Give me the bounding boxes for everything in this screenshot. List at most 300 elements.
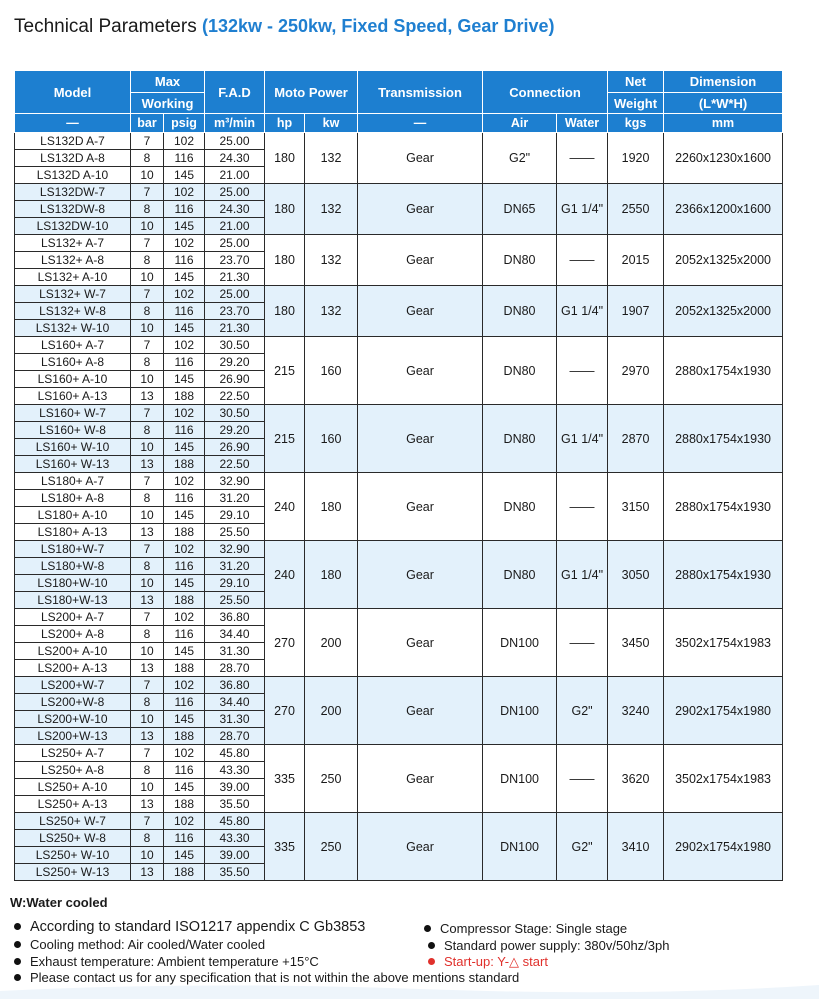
cell-psig: 188	[164, 864, 205, 881]
cell-bar: 10	[131, 167, 164, 184]
cell-fad: 25.50	[205, 592, 265, 609]
cell-bar: 7	[131, 677, 164, 694]
cell-psig: 116	[164, 150, 205, 167]
cell-fad: 34.40	[205, 626, 265, 643]
cell-model: LS132DW-10	[15, 218, 131, 235]
cell-model: LS200+W-13	[15, 728, 131, 745]
cell-bar: 7	[131, 133, 164, 150]
bullet-icon	[14, 958, 21, 965]
cell-air: DN80	[483, 405, 557, 473]
cell-fad: 35.50	[205, 796, 265, 813]
table-row	[15, 813, 783, 830]
cell-bar: 7	[131, 184, 164, 201]
cell-bar: 13	[131, 388, 164, 405]
cell-bar: 8	[131, 830, 164, 847]
cell-transmission: Gear	[358, 405, 483, 473]
cell-fad: 31.30	[205, 711, 265, 728]
cell-transmission: Gear	[358, 813, 483, 881]
cell-bar: 10	[131, 779, 164, 796]
cell-model: LS180+W-7	[15, 541, 131, 558]
table-row	[15, 184, 783, 201]
cell-model: LS200+ A-13	[15, 660, 131, 677]
cell-air: DN100	[483, 677, 557, 745]
cell-bar: 8	[131, 422, 164, 439]
cell-kw: 180	[305, 473, 358, 541]
bullet-icon	[424, 925, 431, 932]
cell-model: LS180+W-8	[15, 558, 131, 575]
cell-air: DN80	[483, 286, 557, 337]
cell-model: LS132+ W-8	[15, 303, 131, 320]
cell-fad: 22.50	[205, 456, 265, 473]
cell-fad: 36.80	[205, 609, 265, 626]
cell-air: G2"	[483, 133, 557, 184]
cell-model: LS180+ A-8	[15, 490, 131, 507]
cell-model: LS200+ A-7	[15, 609, 131, 626]
bullet-icon	[14, 923, 21, 930]
title-main: Technical Parameters	[14, 16, 202, 37]
cell-bar: 10	[131, 439, 164, 456]
cell-bar: 8	[131, 201, 164, 218]
cell-psig: 145	[164, 779, 205, 796]
cell-bar: 7	[131, 286, 164, 303]
cell-model: LS160+ A-10	[15, 371, 131, 388]
cell-bar: 7	[131, 541, 164, 558]
cell-weight: 2870	[608, 405, 664, 473]
cell-hp: 215	[265, 337, 305, 405]
cell-psig: 102	[164, 184, 205, 201]
unit-hp: hp	[265, 114, 305, 133]
cell-fad: 21.30	[205, 320, 265, 337]
header-transmission: Transmission	[358, 71, 483, 114]
cell-model: LS132DW-8	[15, 201, 131, 218]
cell-dimension: 2052x1325x2000	[664, 235, 783, 286]
table-row	[15, 235, 783, 252]
cell-bar: 10	[131, 371, 164, 388]
note-startup	[428, 954, 548, 970]
cell-model: LS132DW-7	[15, 184, 131, 201]
table-row	[15, 405, 783, 422]
cell-hp: 335	[265, 745, 305, 813]
technical-parameters-table	[14, 70, 783, 881]
table-row	[15, 286, 783, 303]
cell-psig: 116	[164, 303, 205, 320]
unit-model: —	[15, 114, 131, 133]
cell-kw: 160	[305, 405, 358, 473]
cell-model: LS250+ W-13	[15, 864, 131, 881]
cell-weight: 3410	[608, 813, 664, 881]
cell-kw: 132	[305, 184, 358, 235]
cell-fad: 24.30	[205, 150, 265, 167]
cell-psig: 145	[164, 643, 205, 660]
cell-fad: 22.50	[205, 388, 265, 405]
cell-model: LS180+ A-10	[15, 507, 131, 524]
cell-air: DN80	[483, 541, 557, 609]
cell-bar: 8	[131, 626, 164, 643]
cell-model: LS132D A-10	[15, 167, 131, 184]
cell-psig: 102	[164, 677, 205, 694]
cell-psig: 145	[164, 507, 205, 524]
cell-bar: 10	[131, 218, 164, 235]
cell-psig: 102	[164, 405, 205, 422]
cell-psig: 102	[164, 286, 205, 303]
cell-psig: 145	[164, 167, 205, 184]
cell-water: ——	[557, 745, 608, 813]
cell-fad: 34.40	[205, 694, 265, 711]
cell-psig: 102	[164, 337, 205, 354]
cell-air: DN80	[483, 235, 557, 286]
cell-transmission: Gear	[358, 235, 483, 286]
cell-air: DN80	[483, 337, 557, 405]
cell-weight: 2970	[608, 337, 664, 405]
cell-bar: 10	[131, 320, 164, 337]
cell-bar: 13	[131, 524, 164, 541]
unit-weight: kgs	[608, 114, 664, 133]
cell-kw: 132	[305, 133, 358, 184]
cell-fad: 39.00	[205, 847, 265, 864]
cell-psig: 188	[164, 796, 205, 813]
cell-kw: 200	[305, 677, 358, 745]
cell-dimension: 2052x1325x2000	[664, 286, 783, 337]
cell-weight: 3240	[608, 677, 664, 745]
cell-bar: 8	[131, 252, 164, 269]
cell-weight: 3620	[608, 745, 664, 813]
cell-hp: 215	[265, 405, 305, 473]
cell-dimension: 2366x1200x1600	[664, 184, 783, 235]
unit-psig: psig	[164, 114, 205, 133]
cell-transmission: Gear	[358, 609, 483, 677]
cell-model: LS180+ A-13	[15, 524, 131, 541]
red-bullet-icon	[428, 958, 435, 965]
cell-fad: 25.00	[205, 235, 265, 252]
table-row	[15, 133, 783, 150]
cell-weight: 2550	[608, 184, 664, 235]
cell-hp: 180	[265, 286, 305, 337]
cell-bar: 7	[131, 745, 164, 762]
cell-model: LS160+ A-7	[15, 337, 131, 354]
cell-model: LS200+ A-8	[15, 626, 131, 643]
cell-fad: 45.80	[205, 813, 265, 830]
cell-bar: 10	[131, 711, 164, 728]
cell-bar: 7	[131, 813, 164, 830]
cell-water: ——	[557, 337, 608, 405]
cell-psig: 116	[164, 830, 205, 847]
cell-fad: 23.70	[205, 303, 265, 320]
cell-fad: 28.70	[205, 660, 265, 677]
cell-bar: 13	[131, 456, 164, 473]
note-cooling-text: Cooling method: Air cooled/Water cooled	[30, 937, 266, 952]
cell-fad: 21.30	[205, 269, 265, 286]
cell-water: ——	[557, 235, 608, 286]
cell-model: LS132+ W-7	[15, 286, 131, 303]
cell-psig: 102	[164, 473, 205, 490]
cell-weight: 3050	[608, 541, 664, 609]
cell-fad: 30.50	[205, 337, 265, 354]
cell-psig: 188	[164, 524, 205, 541]
cell-psig: 145	[164, 371, 205, 388]
cell-model: LS250+ A-13	[15, 796, 131, 813]
header-dimension-2: (L*W*H)	[664, 93, 783, 114]
cell-weight: 1907	[608, 286, 664, 337]
cell-weight: 3150	[608, 473, 664, 541]
cell-fad: 36.80	[205, 677, 265, 694]
cell-fad: 39.00	[205, 779, 265, 796]
cell-model: LS180+W-13	[15, 592, 131, 609]
cell-kw: 132	[305, 286, 358, 337]
header-fad: F.A.D	[205, 71, 265, 114]
cell-transmission: Gear	[358, 541, 483, 609]
cell-dimension: 3502x1754x1983	[664, 609, 783, 677]
cell-psig: 188	[164, 660, 205, 677]
bullet-icon	[428, 942, 435, 949]
note-power	[428, 938, 670, 953]
cell-fad: 25.00	[205, 286, 265, 303]
note-power-text: Standard power supply: 380v/50hz/3ph	[444, 938, 670, 953]
cell-weight: 2015	[608, 235, 664, 286]
unit-transmission: —	[358, 114, 483, 133]
cell-model: LS250+ W-8	[15, 830, 131, 847]
cell-psig: 116	[164, 626, 205, 643]
cell-water: G2"	[557, 677, 608, 745]
cell-model: LS250+ A-10	[15, 779, 131, 796]
cell-fad: 25.00	[205, 133, 265, 150]
cell-model: LS250+ A-8	[15, 762, 131, 779]
cell-model: LS132+ A-8	[15, 252, 131, 269]
cell-bar: 13	[131, 728, 164, 745]
cell-fad: 29.10	[205, 575, 265, 592]
cell-psig: 145	[164, 711, 205, 728]
header-connection: Connection	[483, 71, 608, 114]
table-row	[15, 609, 783, 626]
cell-psig: 116	[164, 252, 205, 269]
cell-model: LS160+ W-10	[15, 439, 131, 456]
cell-model: LS160+ A-13	[15, 388, 131, 405]
cell-water: G1 1/4"	[557, 286, 608, 337]
cell-bar: 8	[131, 303, 164, 320]
cell-psig: 145	[164, 320, 205, 337]
cell-dimension: 2880x1754x1930	[664, 473, 783, 541]
cell-bar: 8	[131, 558, 164, 575]
note-stage-text: Compressor Stage: Single stage	[440, 921, 628, 936]
cell-kw: 250	[305, 813, 358, 881]
unit-dimension: mm	[664, 114, 783, 133]
cell-psig: 145	[164, 218, 205, 235]
cell-dimension: 2880x1754x1930	[664, 337, 783, 405]
cell-psig: 116	[164, 201, 205, 218]
cell-model: LS200+ A-10	[15, 643, 131, 660]
cell-fad: 30.50	[205, 405, 265, 422]
cell-water: G2"	[557, 813, 608, 881]
note-cooling	[14, 937, 265, 952]
cell-fad: 32.90	[205, 473, 265, 490]
cell-psig: 116	[164, 422, 205, 439]
cell-psig: 145	[164, 439, 205, 456]
header-max-working-1: Max	[131, 71, 205, 93]
cell-dimension: 2260x1230x1600	[664, 133, 783, 184]
cell-air: DN65	[483, 184, 557, 235]
cell-water: G1 1/4"	[557, 184, 608, 235]
cell-fad: 28.70	[205, 728, 265, 745]
cell-bar: 8	[131, 762, 164, 779]
cell-air: DN100	[483, 745, 557, 813]
cell-bar: 13	[131, 592, 164, 609]
table-body	[15, 133, 783, 881]
cell-model: LS160+ W-13	[15, 456, 131, 473]
cell-transmission: Gear	[358, 677, 483, 745]
cell-psig: 102	[164, 133, 205, 150]
cell-transmission: Gear	[358, 184, 483, 235]
cell-bar: 8	[131, 694, 164, 711]
cell-fad: 23.70	[205, 252, 265, 269]
table-row	[15, 337, 783, 354]
cell-transmission: Gear	[358, 337, 483, 405]
cell-fad: 32.90	[205, 541, 265, 558]
cell-model: LS200+W-7	[15, 677, 131, 694]
cell-fad: 31.20	[205, 558, 265, 575]
cell-psig: 188	[164, 592, 205, 609]
cell-fad: 43.30	[205, 762, 265, 779]
cell-model: LS160+ W-7	[15, 405, 131, 422]
cell-bar: 7	[131, 337, 164, 354]
cell-bar: 8	[131, 490, 164, 507]
header-model: Model	[15, 71, 131, 114]
cell-fad: 24.30	[205, 201, 265, 218]
cell-fad: 35.50	[205, 864, 265, 881]
cell-psig: 102	[164, 235, 205, 252]
cell-hp: 270	[265, 609, 305, 677]
table-row	[15, 745, 783, 762]
cell-psig: 145	[164, 847, 205, 864]
cell-water: ——	[557, 609, 608, 677]
cell-bar: 10	[131, 269, 164, 286]
cell-model: LS180+ A-7	[15, 473, 131, 490]
cell-fad: 21.00	[205, 167, 265, 184]
cell-model: LS180+W-10	[15, 575, 131, 592]
cell-bar: 10	[131, 507, 164, 524]
cell-model: LS250+ W-10	[15, 847, 131, 864]
header-max-working-2: Working	[131, 93, 205, 114]
cell-fad: 29.10	[205, 507, 265, 524]
title-subtitle: (132kw - 250kw, Fixed Speed, Gear Drive)	[201, 16, 555, 36]
cell-kw: 250	[305, 745, 358, 813]
cell-bar: 13	[131, 864, 164, 881]
cell-transmission: Gear	[358, 286, 483, 337]
cell-model: LS132D A-8	[15, 150, 131, 167]
cell-fad: 21.00	[205, 218, 265, 235]
cell-bar: 13	[131, 796, 164, 813]
cell-psig: 102	[164, 745, 205, 762]
cell-model: LS132+ A-10	[15, 269, 131, 286]
cell-dimension: 2902x1754x1980	[664, 813, 783, 881]
note-startup-text: Start-up: Y-△ start	[444, 954, 548, 969]
cell-transmission: Gear	[358, 745, 483, 813]
cell-psig: 116	[164, 490, 205, 507]
cell-kw: 180	[305, 541, 358, 609]
cell-bar: 10	[131, 643, 164, 660]
decorative-wave	[0, 977, 819, 999]
cell-bar: 10	[131, 575, 164, 592]
cell-air: DN100	[483, 609, 557, 677]
cell-transmission: Gear	[358, 473, 483, 541]
cell-psig: 188	[164, 456, 205, 473]
cell-psig: 116	[164, 762, 205, 779]
header-net-weight-2: Weight	[608, 93, 664, 114]
header-net-weight-1: Net	[608, 71, 664, 93]
cell-water: G1 1/4"	[557, 541, 608, 609]
cell-model: LS160+ W-8	[15, 422, 131, 439]
cell-kw: 132	[305, 235, 358, 286]
unit-air: Air	[483, 114, 557, 133]
header-dimension-1: Dimension	[664, 71, 783, 93]
cell-psig: 116	[164, 694, 205, 711]
water-cooled-note: W:Water cooled	[10, 895, 108, 910]
cell-bar: 10	[131, 847, 164, 864]
cell-fad: 25.00	[205, 184, 265, 201]
note-exhaust	[14, 954, 319, 969]
cell-dimension: 2880x1754x1930	[664, 405, 783, 473]
cell-fad: 31.30	[205, 643, 265, 660]
cell-psig: 116	[164, 354, 205, 371]
cell-air: DN80	[483, 473, 557, 541]
cell-weight: 1920	[608, 133, 664, 184]
cell-hp: 335	[265, 813, 305, 881]
cell-bar: 8	[131, 354, 164, 371]
cell-dimension: 3502x1754x1983	[664, 745, 783, 813]
note-contact-text: Please contact us for any specification that is not within the above mentions standard	[30, 970, 520, 985]
cell-fad: 25.50	[205, 524, 265, 541]
cell-kw: 200	[305, 609, 358, 677]
cell-bar: 7	[131, 473, 164, 490]
cell-weight: 3450	[608, 609, 664, 677]
table-row	[15, 677, 783, 694]
unit-water: Water	[557, 114, 608, 133]
cell-model: LS200+W-8	[15, 694, 131, 711]
cell-model: LS250+ A-7	[15, 745, 131, 762]
cell-bar: 7	[131, 235, 164, 252]
bullet-icon	[14, 941, 21, 948]
cell-psig: 116	[164, 558, 205, 575]
note-standard-text: According to standard ISO1217 appendix C Gb3853	[30, 919, 366, 935]
cell-psig: 102	[164, 813, 205, 830]
cell-psig: 145	[164, 575, 205, 592]
cell-psig: 102	[164, 609, 205, 626]
unit-kw: kw	[305, 114, 358, 133]
cell-model: LS160+ A-8	[15, 354, 131, 371]
cell-bar: 8	[131, 150, 164, 167]
cell-hp: 180	[265, 235, 305, 286]
cell-water: ——	[557, 133, 608, 184]
cell-bar: 7	[131, 405, 164, 422]
cell-air: DN100	[483, 813, 557, 881]
cell-bar: 7	[131, 609, 164, 626]
cell-model: LS250+ W-7	[15, 813, 131, 830]
cell-fad: 31.20	[205, 490, 265, 507]
cell-psig: 188	[164, 728, 205, 745]
cell-hp: 240	[265, 473, 305, 541]
cell-hp: 180	[265, 133, 305, 184]
cell-fad: 26.90	[205, 371, 265, 388]
cell-hp: 240	[265, 541, 305, 609]
cell-bar: 13	[131, 660, 164, 677]
cell-fad: 26.90	[205, 439, 265, 456]
table-row	[15, 541, 783, 558]
cell-model: LS132+ A-7	[15, 235, 131, 252]
header-moto-power: Moto Power	[265, 71, 358, 114]
cell-kw: 160	[305, 337, 358, 405]
cell-water: G1 1/4"	[557, 405, 608, 473]
table-row	[15, 473, 783, 490]
cell-fad: 43.30	[205, 830, 265, 847]
cell-transmission: Gear	[358, 133, 483, 184]
